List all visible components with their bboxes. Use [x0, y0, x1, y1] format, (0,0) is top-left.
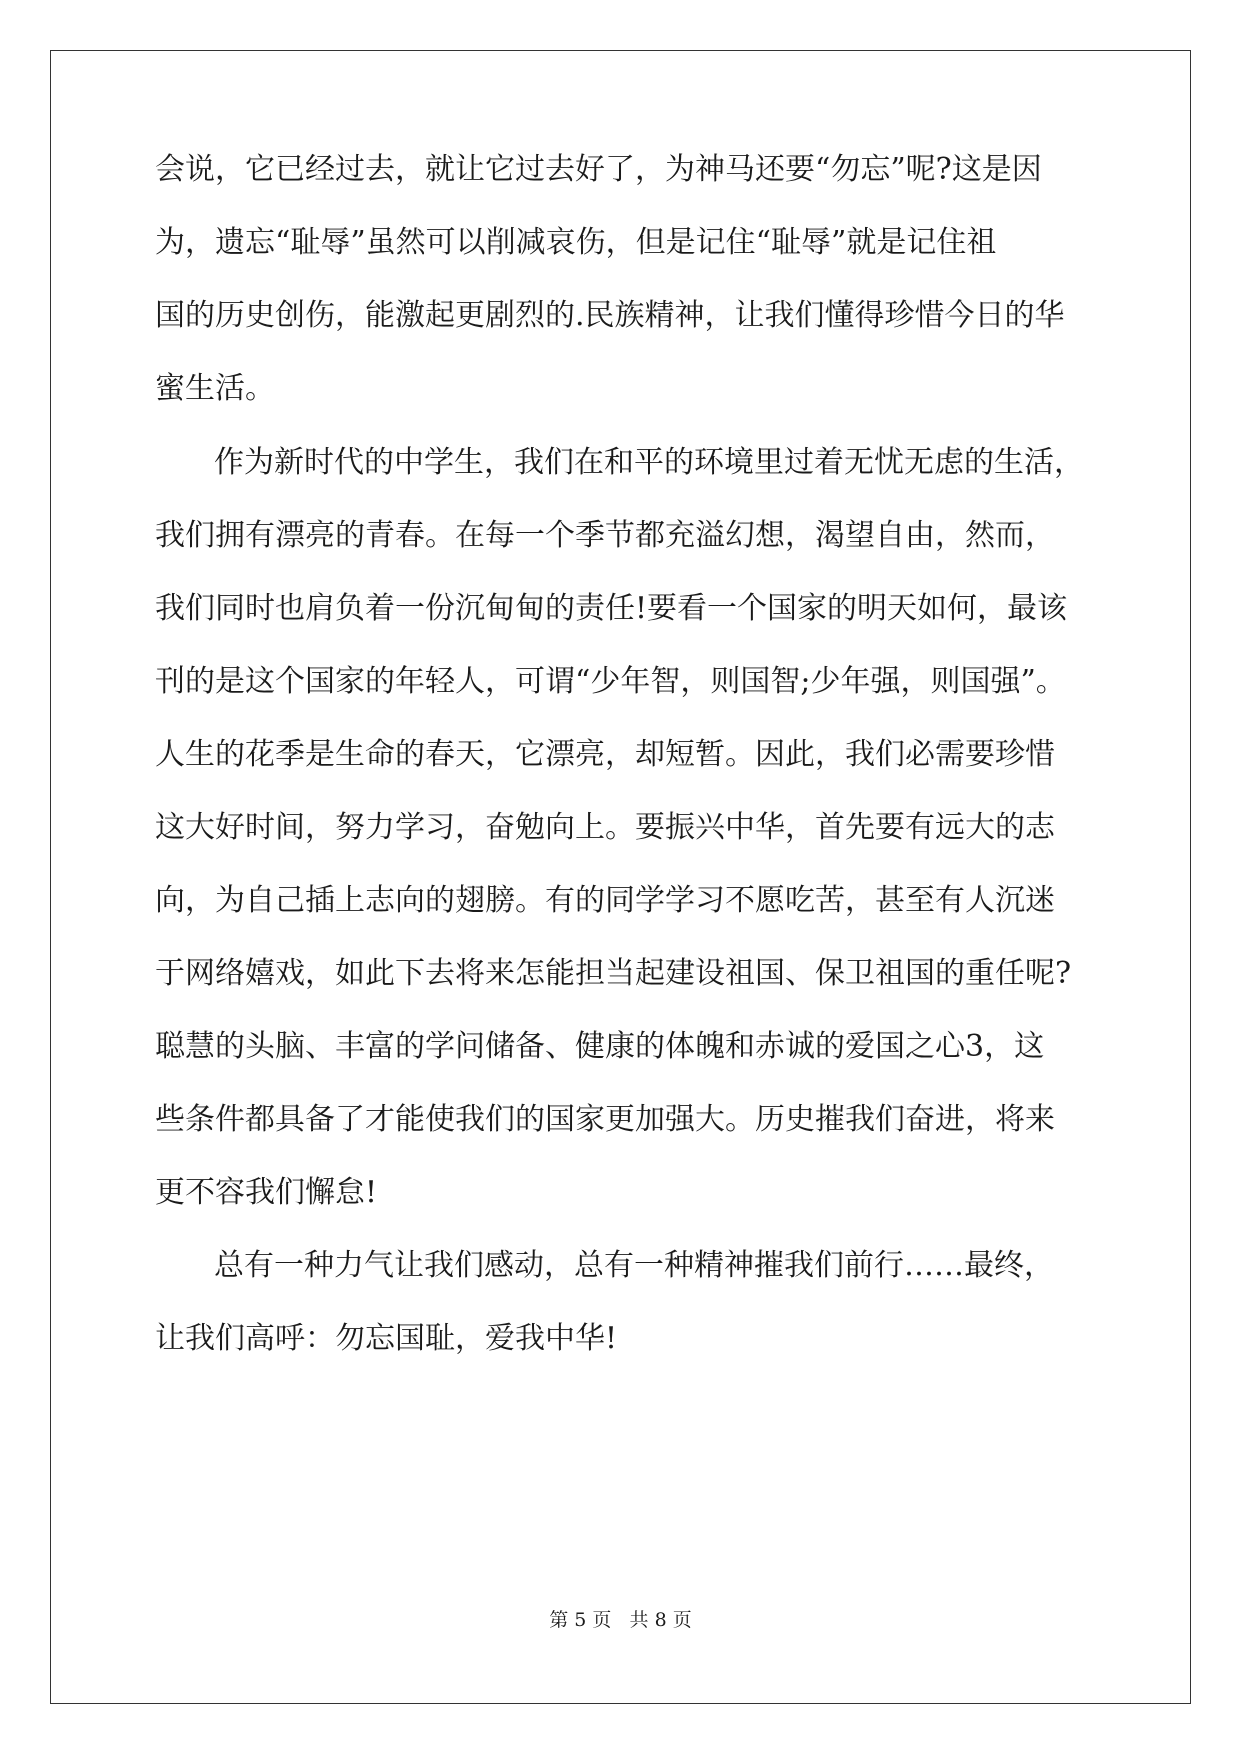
paragraph-start-line: 总有一种力气让我们感动，总有一种精神摧我们前行……最终， [214, 1248, 1054, 1283]
text-line-8: 刊的是这个国家的年轻人，可谓“少年智，则国智;少年强，则国强”。 [155, 664, 1066, 699]
text-line-3: 国的历史创伤，能激起更剧烈的.民族精神，让我们懂得珍惜今日的华 [155, 298, 1065, 333]
text-line-15: 更不容我们懈怠! [155, 1175, 378, 1210]
text-line-6: 我们拥有漂亮的青春。在每一个季节都充溢幻想，渴望自由，然而， [155, 518, 1055, 553]
text-line-4: 蜜生活。 [155, 371, 275, 406]
text-line-2: 为，遗忘“耻辱”虽然可以削减哀伤，但是记住“耻辱”就是记住祖 [155, 225, 997, 260]
text-line-17: 让我们高呼：勿忘国耻，爱我中华! [155, 1321, 618, 1356]
text-line-12: 于网络嬉戏，如此下去将来怎能担当起建设祖国、保卫祖国的重任呢? [155, 956, 1072, 991]
text-line-10: 这大好时间，努力学习，奋勉向上。要振兴中华，首先要有远大的志 [155, 810, 1055, 845]
page-number-footer: 第 5 页 共 8 页 [549, 1609, 692, 1631]
text-line-1: 会说，它已经过去，就让它过去好了，为神马还要“勿忘”呢?这是因 [155, 152, 1042, 187]
text-line-11: 向，为自己插上志向的翅膀。有的同学学习不愿吃苦，甚至有人沉迷 [155, 883, 1055, 918]
paragraph-start-line: 作为新时代的中学生，我们在和平的环境里过着无忧无虑的生活， [214, 445, 1084, 480]
text-line-7: 我们同时也肩负着一份沉甸甸的责任!要看一个国家的明天如何，最该 [155, 591, 1068, 626]
text-line-13: 聪慧的头脑、丰富的学问储备、健康的体魄和赤诚的爱国之心3，这 [155, 1029, 1045, 1064]
text-line-14: 些条件都具备了才能使我们的国家更加强大。历史摧我们奋进，将来 [155, 1102, 1055, 1137]
text-line-9: 人生的花季是生命的春天，它漂亮，却短暂。因此，我们必需要珍惜 [155, 737, 1055, 772]
